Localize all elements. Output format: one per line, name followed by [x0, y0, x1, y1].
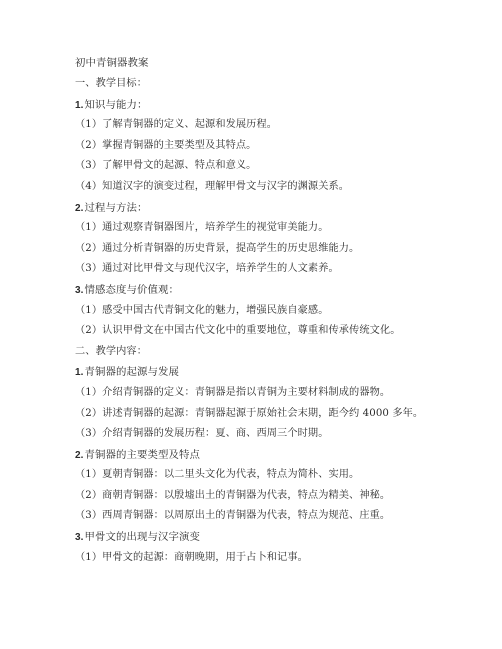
list-item: （3）通过对比甲骨文与现代汉字，培养学生的人文素养。 — [75, 263, 339, 275]
subsection-label: 知识与能力： — [84, 98, 148, 111]
document-title: 初中青铜器教案 — [75, 57, 149, 69]
subsection-heading — [75, 362, 485, 383]
subsection-number: 2. — [75, 449, 84, 461]
list-item: （1）感受中国古代青铜文化的魅力，增强民族自豪感。 — [75, 304, 329, 316]
list-item: （4）知道汉字的演变过程，理解甲骨文与汉字的渊源关系。 — [75, 180, 350, 192]
list-item: （1）甲骨文的起源：商朝晚期，用于占卜和记事。 — [75, 551, 308, 563]
subsection-heading — [75, 527, 485, 548]
subsection-label: 过程与方法： — [84, 201, 148, 214]
section-heading: 一、教学目标： — [75, 78, 148, 89]
section-heading: 二、教学内容： — [75, 345, 148, 357]
subsection-label: 情感态度与价值观： — [84, 283, 179, 296]
list-item: （3）介绍青铜器的发展历程：夏、商、西周三个时期。 — [75, 428, 329, 440]
subsection-number: 3. — [75, 284, 84, 296]
list-item: （2）通过分析青铜器的历史背景，提高学生的历史思维能力。 — [75, 242, 360, 254]
subsection-heading — [75, 280, 485, 301]
list-item: （2）掌握青铜器的主要类型及其特点。 — [75, 139, 257, 151]
list-item: （1）介绍青铜器的定义：青铜器是指以青铜为主要材料制成的器物。 — [75, 386, 391, 398]
list-item: （1）通过观察青铜器图片，培养学生的视觉审美能力。 — [75, 222, 329, 234]
subsection-number: 2. — [75, 202, 84, 214]
list-item: （2）商朝青铜器：以殷墟出土的青铜器为代表，特点为精美、神秘。 — [75, 489, 391, 501]
subsection-label: 青铜器的主要类型及特点 — [84, 448, 200, 461]
subsection-number: 3. — [75, 532, 84, 544]
list-item: （1）了解青铜器的定义、起源和发展历程。 — [75, 119, 278, 131]
document-body — [75, 53, 485, 568]
subsection-number: 1. — [75, 99, 84, 111]
subsection-heading — [75, 445, 485, 466]
list-item: （2）讲述青铜器的起源：青铜器起源于原始社会末期，距今约 4000 多年。 — [75, 407, 424, 419]
list-item: （1）夏朝青铜器：以二里头文化为代表，特点为简朴、实用。 — [75, 469, 360, 481]
list-item: （3）西周青铜器：以周原出土的青铜器为代表，特点为规范、庄重。 — [75, 510, 391, 522]
subsection-label: 甲骨文的出现与汉字演变 — [84, 531, 200, 544]
list-item: （2）认识甲骨文在中国古代文化中的重要地位，尊重和传承传统文化。 — [75, 325, 401, 337]
subsection-heading — [75, 198, 485, 219]
subsection-label: 青铜器的起源与发展 — [84, 366, 179, 379]
list-item: （3）了解甲骨文的起源、特点和意义。 — [75, 160, 257, 172]
subsection-heading — [75, 95, 485, 116]
subsection-number: 1. — [75, 367, 84, 379]
